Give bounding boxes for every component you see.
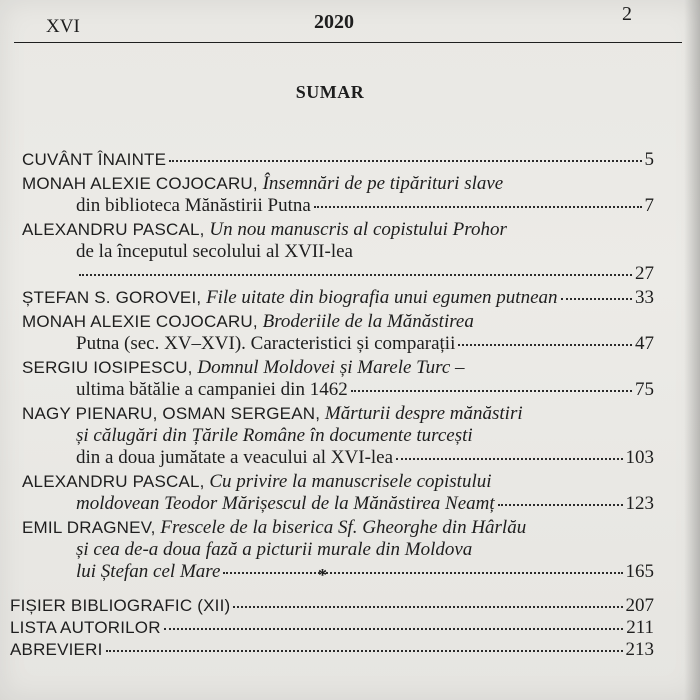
entry-author: ALEXANDRU PASCAL, [22,472,205,491]
dot-leader [314,206,642,208]
entry-title: Mărturii despre mănăstiri [324,403,523,424]
dot-leader [351,390,632,392]
entry-author: MONAH ALEXIE COJOCARU, [22,312,258,331]
toc-entry-line [22,312,474,331]
appendix-label: FIȘIER BIBLIOGRAFIC (XII) [10,596,231,615]
toc-entry-line [76,380,654,399]
entry-title: Cu privire la manuscrisele copistului [209,471,492,492]
toc-entry-line [76,540,472,559]
entry-title-cont: și cea de-a doua fază a picturii murale din Moldova [76,539,473,560]
entry-page: 165 [625,561,654,582]
entry-title-cont: ultima bătălie a campaniei din 1462 [76,379,348,400]
dot-leader [458,344,632,346]
dot-leader [396,458,622,460]
toc-entry-line [76,264,654,283]
dot-leader [223,572,622,574]
entry-page: 33 [635,287,654,308]
appendix-page: 211 [626,617,654,638]
entry-title: Frescele de la biserica Sf. Gheorghe din Hârlău [160,517,527,538]
entry-title-cont: din biblioteca Mănăstirii Putna [76,195,311,216]
dot-leader [498,504,623,506]
entry-page: 103 [625,447,654,468]
toc-entry-line [76,242,353,261]
toc-appendix-entry [10,596,654,615]
entry-page: 47 [635,333,654,354]
dot-leader [169,160,641,162]
appendix-page: 207 [625,595,654,616]
toc-entry-line [22,404,523,423]
entry-author: SERGIU IOSIPESCU, [22,358,193,377]
entry-page: 7 [644,195,654,216]
entry-page: 27 [635,263,654,284]
entry-title-cont: lui Ștefan cel Mare [76,561,221,582]
entry-author: MONAH ALEXIE COJOCARU, [22,174,258,193]
appendix-label: ABREVIERI [10,640,103,659]
entry-author: ȘTEFAN S. GOROVEI, [22,288,202,307]
toc-entry-line [22,288,654,307]
toc-entry-line [76,562,654,581]
entry-title-cont: Putna (sec. XV–XVI). Caracteristici și comparații [76,333,456,354]
section-separator: * [318,565,327,585]
page-number: 2 [622,3,632,25]
toc-entry-line [22,220,507,239]
entry-author: ALEXANDRU PASCAL, [22,220,205,239]
entry-author: EMIL DRAGNEV, [22,518,156,537]
entry-title-cont: moldovean Teodor Mărișescul de la Mănăstirea Neamț [76,493,495,514]
toc-entry-line [22,358,465,377]
entry-author: CUVÂNT ÎNAINTE [22,150,167,169]
entry-title: Un nou manuscris al copistului Prohor [209,219,507,240]
entry-title: File uitate din biografia unui egumen putnean [206,287,558,308]
toc-entry-foreword [22,150,654,169]
toc-entry-line [76,334,654,353]
dot-leader [164,628,624,630]
entry-title-cont: și călugări din Țările Române în documente turcești [76,425,473,446]
page-title: SUMAR [295,82,365,102]
toc-appendix-entry [10,640,654,659]
entry-title: Broderiile de la Mănăstirea [262,311,474,332]
toc-entry-line [76,448,654,467]
entry-title: Însemnări de pe tipărituri slave [262,173,504,194]
toc-entry-line [22,472,492,491]
appendix-label: LISTA AUTORILOR [10,618,161,637]
entry-title: Domnul Moldovei și Marele Turc – [197,357,465,378]
entry-title-cont: din a doua jumătate a veacului al XVI-lea [76,447,394,468]
entry-page: 123 [625,493,654,514]
entry-page: 75 [635,379,654,400]
dot-leader [106,650,623,652]
toc-entry-line [76,196,654,215]
toc-entry-line [22,174,503,193]
year: 2020 [314,11,354,33]
dot-leader [561,298,632,300]
volume-number: XVI [46,16,80,37]
entry-title-cont: de la începutul secolului al XVII-lea [76,241,353,262]
toc-appendix-entry [10,618,654,637]
dot-leader [233,606,622,608]
appendix-page: 213 [625,639,654,660]
toc-entry-line [22,518,526,537]
toc-entry-line [76,494,654,513]
entry-page: 5 [644,149,654,170]
toc-entry-line [76,426,473,445]
dot-leader [79,274,632,276]
entry-author: NAGY PIENARU, OSMAN SERGEAN, [22,404,321,423]
